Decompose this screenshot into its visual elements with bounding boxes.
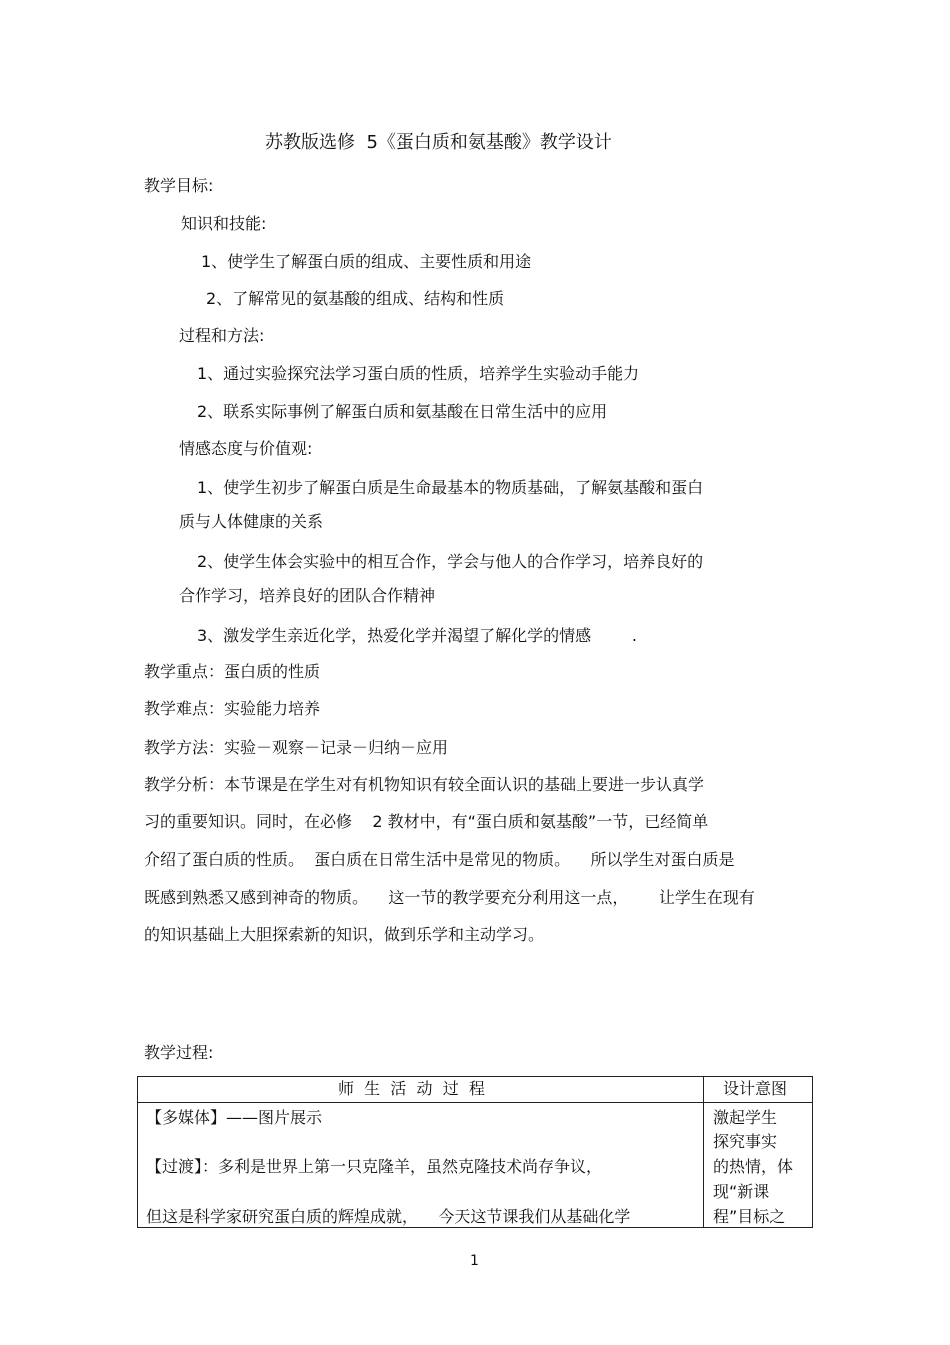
teaching-method: 教学方法：实验－观察－记录－归纳－应用 (144, 738, 449, 757)
table-purpose-line: 探究事实 (713, 1132, 778, 1151)
table-activity-line: 但这是科学家研究蛋白质的辉煌成就， 今天这节课我们从基础化学 (146, 1207, 631, 1226)
table-purpose-line: 现“新课 (713, 1182, 770, 1201)
document-title: 苏教版选修 5《蛋白质和氨基酸》教学设计 (265, 132, 612, 153)
process-section-heading: 教学过程: (144, 1043, 214, 1062)
difficulty: 教学难点：实验能力培养 (144, 699, 321, 718)
analysis-line: 习的重要知识。同时，在必修 2 教材中，有“蛋白质和氨基酸”一节，已经简单 (144, 812, 709, 831)
table-purpose-line: 激起学生 (713, 1108, 778, 1127)
emotion-item-continued: 质与人体健康的关系 (179, 512, 324, 531)
emotion-item-continued: 合作学习，培养良好的团队合作精神 (179, 586, 436, 605)
analysis-line: 介绍了蛋白质的性质。 蛋白质在日常生活中是常见的物质。 所以学生对蛋白质是 (144, 850, 735, 869)
table-purpose-line: 程”目标之 (713, 1207, 786, 1226)
teaching-process-table (137, 1076, 813, 1228)
table-purpose-line: 的热情，体 (713, 1157, 794, 1176)
knowledge-heading: 知识和技能: (181, 214, 267, 233)
analysis-line: 的知识基础上大胆探索新的知识，做到乐学和主动学习。 (144, 925, 545, 944)
process-heading: 过程和方法: (179, 326, 265, 345)
table-header-purpose: 设计意图 (723, 1079, 788, 1098)
emotion-item: 2、使学生体会实验中的相互合作，学会与他人的合作学习，培养良好的 (197, 552, 704, 571)
knowledge-item: 2、了解常见的氨基酸的组成、结构和性质 (206, 289, 505, 308)
analysis-line: 既感到熟悉又感到神奇的物质。 这一节的教学要充分利用这一点， 让学生在现有 (144, 888, 755, 907)
table-column-divider (703, 1077, 704, 1227)
emotion-heading: 情感态度与价值观: (179, 439, 313, 458)
table-activity-line: 【多媒体】——图片展示 (146, 1108, 323, 1127)
key-point: 教学重点：蛋白质的性质 (144, 662, 321, 681)
emotion-item: 1、使学生初步了解蛋白质是生命最基本的物质基础，了解氨基酸和蛋白 (197, 478, 704, 497)
knowledge-item: 1、使学生了解蛋白质的组成、主要性质和用途 (201, 252, 532, 271)
table-header-divider (138, 1102, 812, 1103)
table-header-activity: 师 生 活 动 过 程 (338, 1079, 485, 1098)
objectives-heading: 教学目标: (144, 176, 214, 195)
process-item: 1、通过实验探究法学习蛋白质的性质，培养学生实验动手能力 (197, 364, 640, 383)
page-number: 1 (470, 1253, 479, 1269)
table-activity-line: 【过渡】：多利是世界上第一只克隆羊，虽然克隆技术尚存争议， (146, 1157, 603, 1176)
analysis-line: 教学分析：本节课是在学生对有机物知识有较全面认识的基础上要进一步认真学 (144, 775, 705, 794)
process-item: 2、联系实际事例了解蛋白质和氨基酸在日常生活中的应用 (197, 402, 608, 421)
emotion-item: 3、激发学生亲近化学，热爱化学并渴望了解化学的情感 . (197, 626, 637, 645)
